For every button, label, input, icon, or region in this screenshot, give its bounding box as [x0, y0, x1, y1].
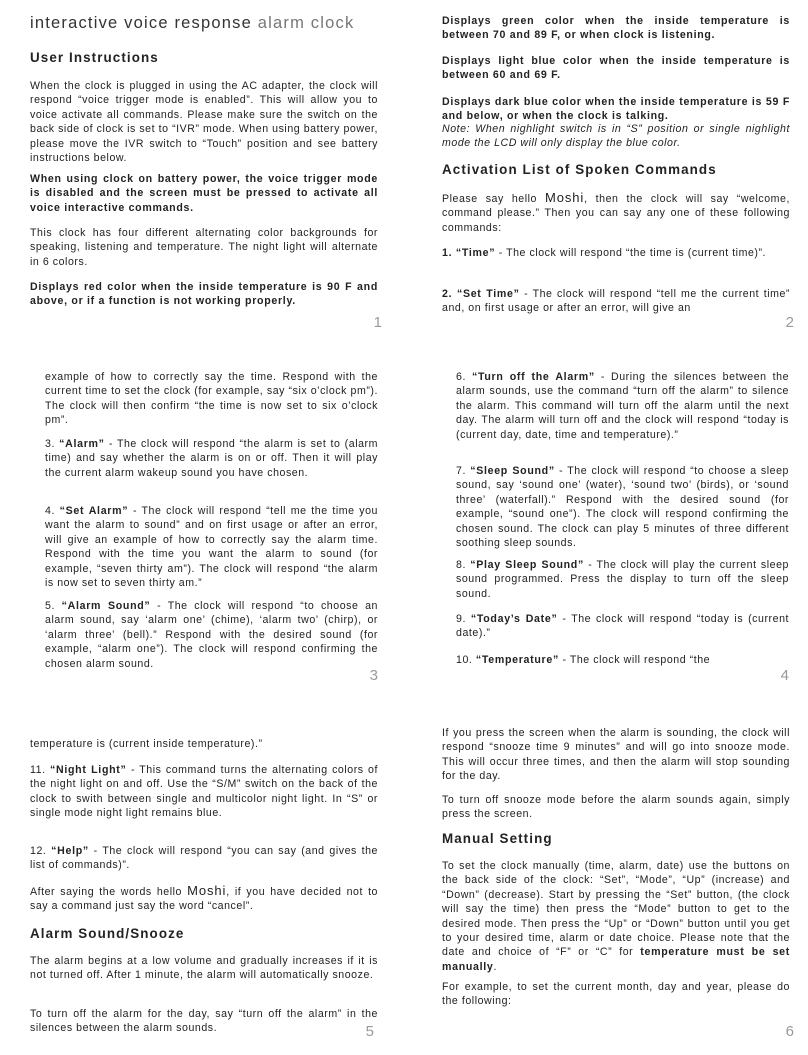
- command-turn-off-alarm: 6. “Turn off the Alarm” - During the silences between the alarm sounds, use the command “turn off the alarm” to silence the alarm. This command will turn off the alarm until the next day. The alarm will turn off and the clock will respond “today is (current day, date, time and temperature).”: [456, 371, 790, 441]
- command-temperature: 10. “Temperature” - The clock will respond “the: [456, 654, 711, 666]
- page-number: 4: [780, 667, 789, 684]
- brand-name: Moshi: [187, 883, 227, 898]
- page-number: 5: [365, 1023, 374, 1040]
- alarm-begins-paragraph: The alarm begins at a low volume and gradually increases if it is not turned off. After 1 minute, the alarm will automatically snooze.: [30, 955, 378, 982]
- light-blue-color-note: Displays light blue color when the inside temperature is between 60 and 69 F.: [442, 55, 790, 82]
- command-sleep-sound: 7. “Sleep Sound” - The clock will respond “to choose a sleep sound, say ‘sound one’ (water), ‘sound two’ (birds), or ‘sound three’ (waterfall).” Respond with the desired sound (for example, “sound one”). The clock will respond confirming the chosen sound. The clock can play 5 minutes of three different soothing sleep sounds.: [456, 465, 790, 550]
- colors-intro: This clock has four different alternating color backgrounds for speaking, listening and temperature. The night light will alternate in 6 colors.: [30, 227, 378, 268]
- alarm-snooze-heading: Alarm Sound/Snooze: [30, 926, 185, 941]
- nightlight-note: Note: When nighlight switch is in “S” position or single nighlight mode the LCD will only display the blue color.: [442, 123, 790, 150]
- page-4: [456, 370, 789, 690]
- intro-paragraph: When the clock is plugged in using the AC adapter, the clock will respond “voice trigger mode is enabled”. This will allow you to voice activate all commands. Please make sure the switch on the back side of clock is set to “IVR” mode. When using battery power, please move the IVR switch to “Touch” position and see battery instructions below.: [30, 80, 378, 165]
- temperature-continued: temperature is (current inside temperature).”: [30, 738, 263, 750]
- page-number: 3: [369, 667, 378, 684]
- page-2: [442, 14, 794, 334]
- manual-setting-heading: Manual Setting: [442, 831, 553, 846]
- set-time-continued: example of how to correctly say the time. Respond with the current time to set the clock (for example, say “six o’clock pm”). The clock will then confirm “the time is now set to six o’clock pm”.: [45, 371, 378, 427]
- manual-setting-paragraph: To set the clock manually (time, alarm, date) use the buttons on the back side of the clock: “Set”, “Mode”, “Up” (increase) and “Down” (decrease). Start by pressing the “Set” button, (the clock will say the time) then press the “Mode” button to get to the desired mode. Then press the “Up” or “Down” button until you get to your desired time, alarm or date choice. Please note that the date and choice of “F” or “C” for temperature must be set manually.: [442, 860, 790, 973]
- snooze-paragraph: If you press the screen when the alarm is sounding, the clock will respond “snooze time 9 minutes” and will go into snooze mode. This will occur three times, and then the alarm will stop sounding for the day.: [442, 727, 790, 783]
- activation-list-heading: Activation List of Spoken Commands: [442, 162, 717, 177]
- command-night-light: 11. “Night Light” - This command turns the alternating colors of the night light on and off. Use the “S/M” switch on the back of the clock to swith between single and multicolor night light. In “S” or single mode night light remains blue.: [30, 764, 378, 820]
- command-set-time: 2. “Set Time” - The clock will respond “tell me the current time” and, on first usage or after an error, will give an: [442, 288, 791, 315]
- page-3: [45, 370, 378, 690]
- snooze-off-paragraph: To turn off snooze mode before the alarm sounds again, simply press the screen.: [442, 794, 790, 821]
- page-6: [442, 726, 794, 1048]
- command-time: 1. “Time” - The clock will respond “the time is (current time)”.: [442, 247, 767, 259]
- activation-intro: Please say hello Moshi, then the clock will say “welcome, command please.” Then you can say any one of these following commands:: [442, 190, 790, 234]
- turn-off-day-paragraph: To turn off the alarm for the day, say “turn off the alarm” in the silences between the alarm sounds.: [30, 1008, 378, 1035]
- example-paragraph: For example, to set the current month, day and year, please do the following:: [442, 981, 790, 1008]
- battery-note: When using clock on battery power, the voice trigger mode is disabled and the screen must be pressed to activate all voice interactive commands.: [30, 173, 378, 214]
- document-title: interactive voice response alarm clock: [30, 14, 355, 32]
- command-help: 12. “Help” - The clock will respond “you can say (and gives the list of commands)”.: [30, 845, 378, 872]
- user-instructions-heading: User Instructions: [30, 50, 159, 65]
- command-set-alarm: 4. “Set Alarm” - The clock will respond “tell me the time you want the alarm to sound” and on first usage or after an error, will give an example of how to correctly say the alarm time. Respond with the time you want the alarm to sound (for example, “seven thirty am”). The clock will respond “the alarm is now set to seven thirty am.”: [45, 505, 378, 590]
- page-number: 1: [373, 314, 382, 331]
- command-play-sleep-sound: 8. “Play Sleep Sound” - The clock will play the current sleep sound programmed. Press the display to turn off the sleep sound.: [456, 559, 789, 600]
- command-alarm-sound: 5. “Alarm Sound” - The clock will respond “to choose an alarm sound, say ‘alarm one’ (chime), ‘alarm two’ (chirp), or ‘alarm three’ (bell).” Respond with the desired sound (for example, “alarm one”). The clock will respond confirming the chosen alarm sound.: [45, 600, 378, 670]
- red-color-note: Displays red color when the inside temperature is 90 F and above, or if a function is not working properly.: [30, 281, 378, 308]
- dark-blue-color-note: Displays dark blue color when the inside temperature is 59 F and below, or when the clock is talking.: [442, 96, 790, 123]
- green-color-note: Displays green color when the inside temperature is between 70 and 89 F, or when clock is listening.: [442, 15, 790, 42]
- cancel-note: After saying the words hello Moshi, if you have decided not to say a command just say the word “cancel”.: [30, 883, 379, 913]
- page-5: [30, 737, 378, 1047]
- brand-name: Moshi: [544, 190, 585, 205]
- command-todays-date: 9. “Today’s Date” - The clock will respond “today is (current date).”: [456, 613, 790, 640]
- page-number: 6: [785, 1023, 794, 1040]
- page-number: 2: [785, 314, 794, 331]
- command-alarm: 3. “Alarm” - The clock will respond “the alarm is set to (alarm time) and say whether the alarm is on or off. Then it will play the current alarm wakeup sound you have chosen.: [45, 438, 378, 479]
- page-1: [30, 14, 382, 334]
